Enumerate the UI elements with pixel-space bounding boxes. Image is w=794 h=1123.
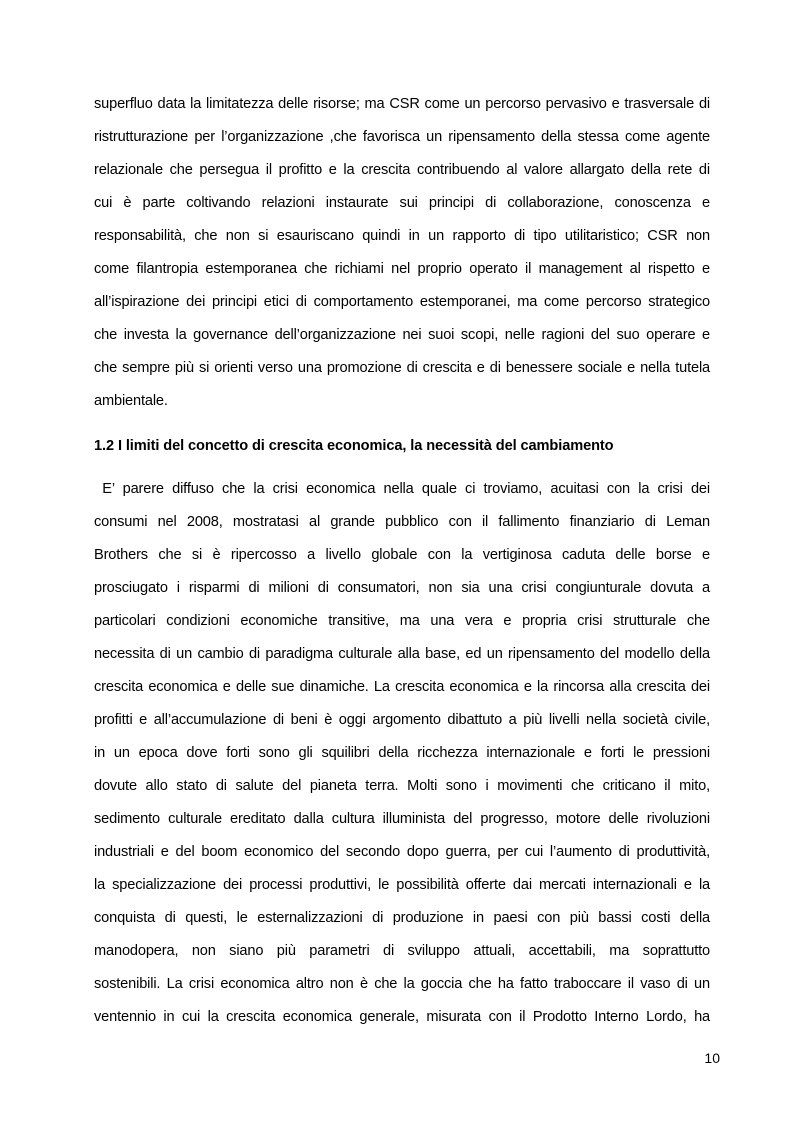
paragraph-line: come filantropia estemporanea che richiami nel proprio operato il management al rispetto e [94, 261, 710, 277]
paragraph-line: ventennio in cui la crescita economica generale, misurata con il Prodotto Interno Lordo, ha [94, 1009, 710, 1025]
paragraph-line: conquista di questi, le esternalizzazioni di produzione in paesi con più bassi costi della [94, 910, 710, 926]
paragraph-line: industriali e del boom economico del secondo dopo guerra, per cui l’aumento di produttività, [94, 844, 710, 860]
paragraph-line: sedimento culturale ereditato dalla cultura illuminista del progresso, motore delle rivoluzioni [94, 811, 710, 827]
body-paragraph-growth [94, 473, 710, 1034]
paragraph-line: profitti e all’accumulazione di beni è oggi argomento dibattuto a più livelli nella società civile, [94, 712, 710, 728]
paragraph-line: ambientale. [94, 393, 168, 409]
paragraph-line: necessita di un cambio di paradigma culturale alla base, ed un ripensamento del modello della [94, 646, 710, 662]
paragraph-line: Brothers che si è ripercosso a livello globale con la vertiginosa caduta delle borse e [94, 547, 710, 563]
paragraph-line: superfluo data la limitatezza delle risorse; ma CSR come un percorso pervasivo e trasversale di [94, 96, 710, 112]
paragraph-line: crescita economica e delle sue dinamiche. La crescita economica e la rincorsa alla crescita dei [94, 679, 710, 695]
paragraph-line: sostenibili. La crisi economica altro non è che la goccia che ha fatto traboccare il vaso di un [94, 976, 710, 992]
paragraph-line: dovute allo stato di salute del pianeta terra. Molti sono i movimenti che criticano il mito, [94, 778, 710, 794]
document-page [94, 88, 710, 1034]
paragraph-line: responsabilità, che non si esauriscano quindi in un rapporto di tipo utilitaristico; CSR non [94, 228, 710, 244]
paragraph-line: prosciugato i risparmi di milioni di consumatori, non sia una crisi congiunturale dovuta a [94, 580, 710, 596]
paragraph-line: la specializzazione dei processi produttivi, le possibilità offerte dai mercati internazionali e la [94, 877, 710, 893]
paragraph-line: relazionale che persegua il profitto e la crescita contribuendo al valore allargato della rete di [94, 162, 710, 178]
paragraph-line: particolari condizioni economiche transitive, ma una vera e propria crisi strutturale che [94, 613, 710, 629]
paragraph-line: che investa la governance dell’organizzazione nei suoi scopi, nelle ragioni del suo operare e [94, 327, 710, 343]
paragraph-line: E’ parere diffuso che la crisi economica nella quale ci troviamo, acuitasi con la crisi dei [94, 481, 710, 497]
paragraph-line: consumi nel 2008, mostratasi al grande pubblico con il fallimento finanziario di Leman [94, 514, 710, 530]
paragraph-line: manodopera, non siano più parametri di sviluppo attuali, accettabili, ma soprattutto [94, 943, 710, 959]
paragraph-line: che sempre più si orienti verso una promozione di crescita e di benessere sociale e nella tutela [94, 360, 710, 376]
paragraph-line: in un epoca dove forti sono gli squilibri della ricchezza internazionale e forti le pressioni [94, 745, 710, 761]
section-heading: 1.2 I limiti del concetto di crescita economica, la necessità del cambiamento [94, 438, 614, 454]
page-number: 10 [704, 1050, 720, 1066]
paragraph-line: ristrutturazione per l’organizzazione ,che favorisca un ripensamento della stessa come agente [94, 129, 710, 145]
paragraph-line: cui è parte coltivando relazioni instaurate sui principi di collaborazione, conoscenza e [94, 195, 710, 211]
paragraph-line: all’ispirazione dei principi etici di comportamento estemporanei, ma come percorso strategico [94, 294, 710, 310]
body-paragraph-csr [94, 88, 710, 418]
